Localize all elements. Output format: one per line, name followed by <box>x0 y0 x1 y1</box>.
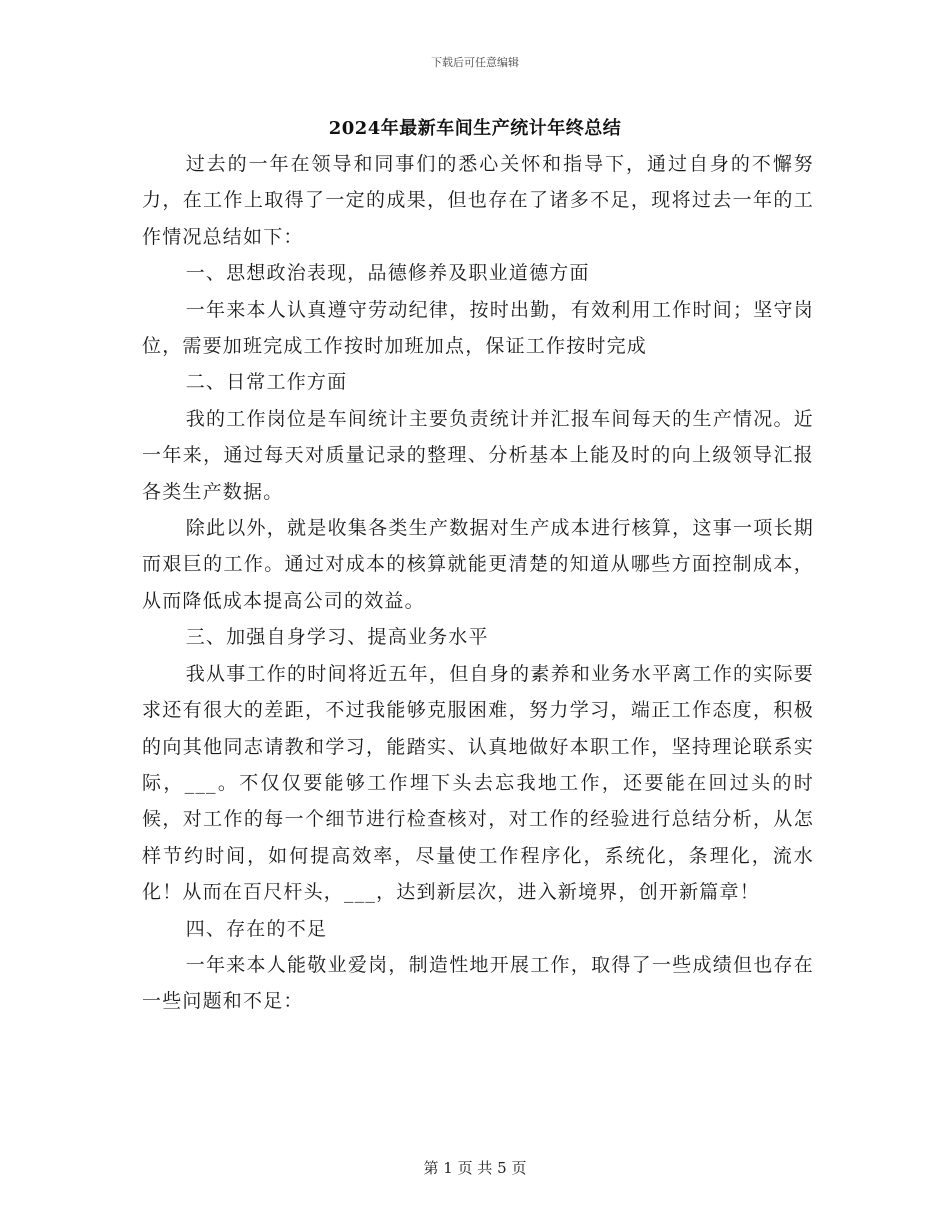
paragraph-daily-work: 我的工作岗位是车间统计主要负责统计并汇报车间每天的生产情况。近一年来，通过每天对质量记录的整理、分析基本上能及时的向上级领导汇报各类生产数据。 <box>142 407 814 503</box>
section-heading-3: 三、加强自身学习、提高业务水平 <box>185 626 489 649</box>
page-header-note: 下载后可任意编辑 <box>431 56 519 69</box>
section-heading-2: 二、日常工作方面 <box>185 371 348 394</box>
document-title: 2024年最新车间生产统计年终总结 <box>328 118 622 139</box>
document-body <box>142 146 814 1020</box>
paragraph-cost-accounting: 除此以外，就是收集各类生产数据对生产成本进行核算，这事一项长期而艰巨的工作。通过对成本的核算就能更清楚的知道从哪些方面控制成本，从而降低成本提高公司的效益。 <box>142 517 814 612</box>
paragraph-self-study: 我从事工作的时间将近五年，但自身的素养和业务水平离工作的实际要求还有很大的差距，不过我能够克服困难，努力学习，端正工作态度，积极的向其他同志请教和学习，能踏实、认真地做好本职工作，坚持理论联系实际，___。不仅仅要能够工作埋下头去忘我地工作，还要能在回过头的时候，对工作的每一个细节进行检查核对，对工作的经验进行总结分析，从怎样节约时间，如何提高效率，尽量使工作程序化，系统化，条理化，流水化！从而在百尺杆头，___，达到新层次，进入新境界，创开新篇章！ <box>142 662 814 904</box>
paragraph-intro: 过去的一年在领导和同事们的悉心关怀和指导下，通过自身的不懈努力，在工作上取得了一定的成果，但也存在了诸多不足，现将过去一年的工作情况总结如下： <box>142 153 814 248</box>
paragraph-shortcomings: 一年来本人能敬业爱岗，制造性地开展工作，取得了一些成绩但也存在一些问题和不足： <box>142 953 814 1013</box>
section-heading-4: 四、存在的不足 <box>185 917 328 940</box>
paragraph-discipline: 一年来本人认真遵守劳动纪律，按时出勤，有效利用工作时间；坚守岗位，需要加班完成工作按时加班加点，保证工作按时完成 <box>142 298 814 358</box>
page-number: 第 1 页 共 5 页 <box>423 1159 527 1177</box>
section-heading-1: 一、思想政治表现，品德修养及职业道德方面 <box>185 262 590 285</box>
